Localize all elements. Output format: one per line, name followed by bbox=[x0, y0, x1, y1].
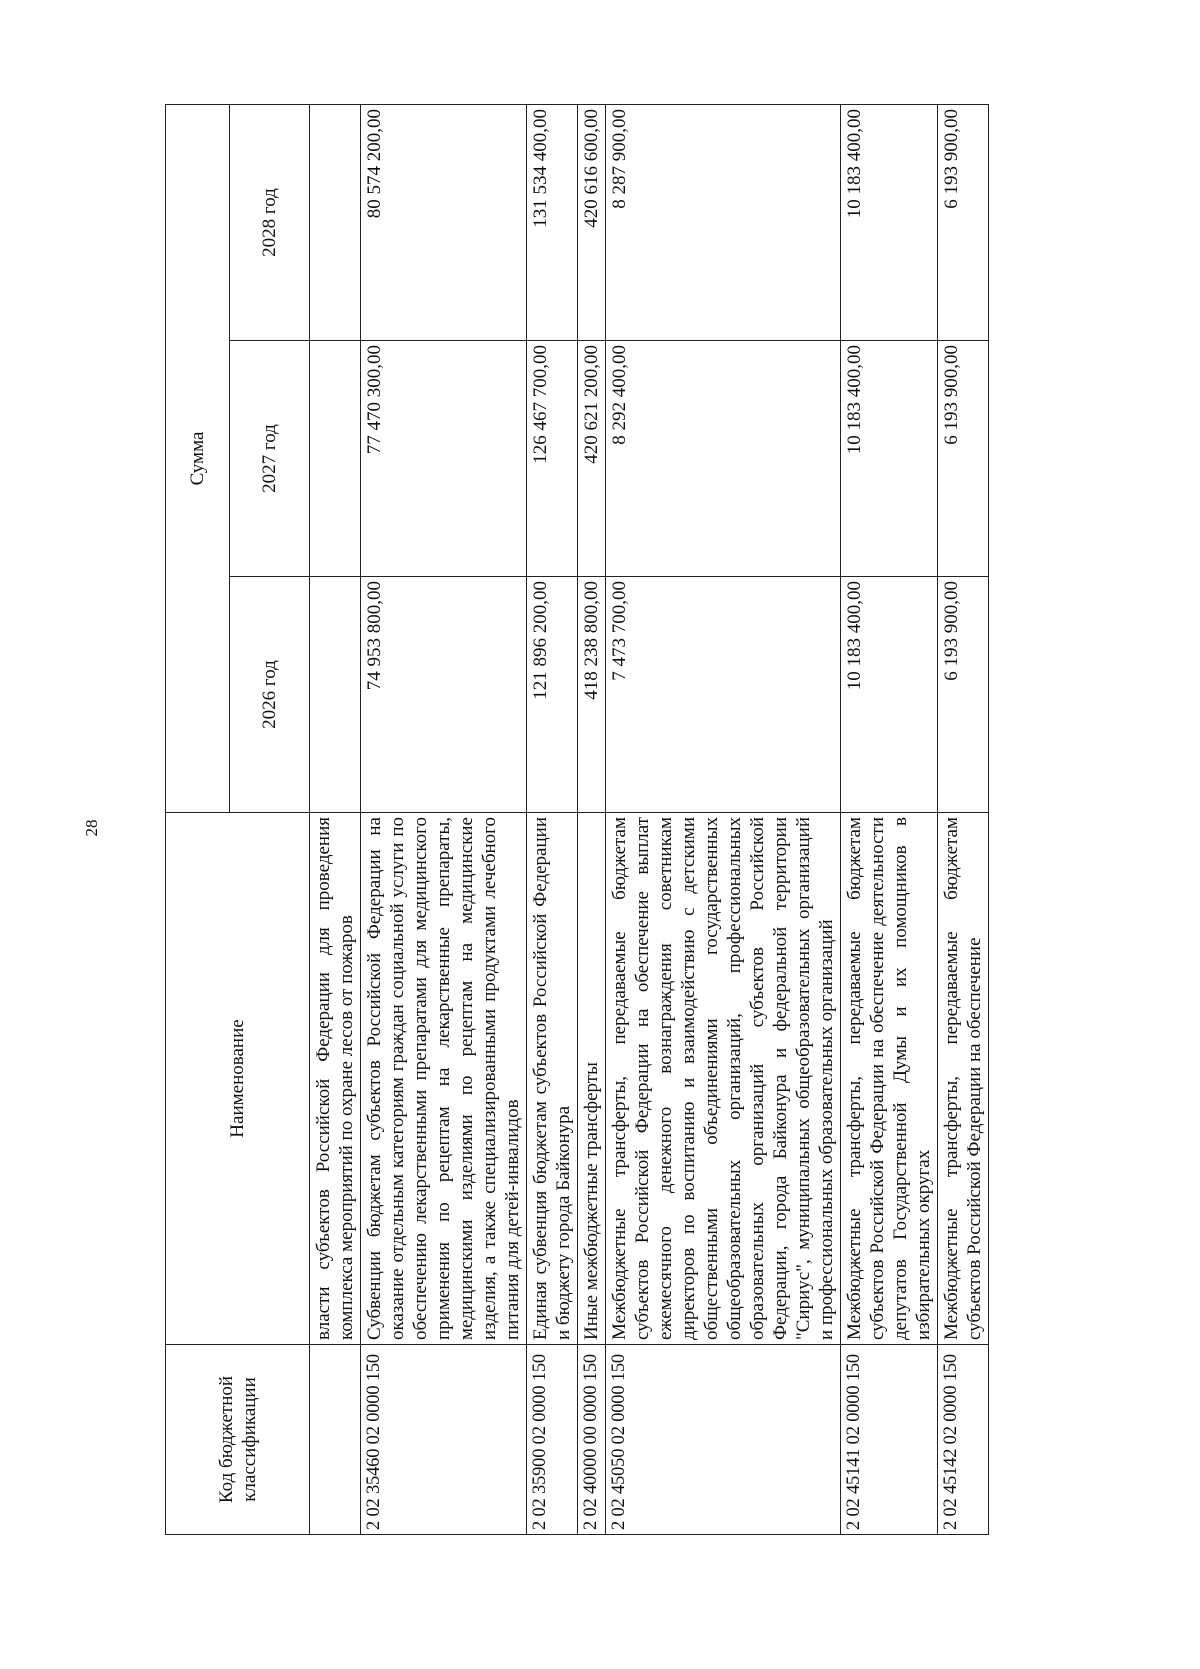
row-name: Межбюджетные трансферты, передаваемые бюджетам субъектов Российской Федерации на обеспечение деятельности депутатов Государственной Думы и их помощников в избирательных округах bbox=[841, 813, 938, 1345]
row-value-2026: 7 473 700,00 bbox=[606, 577, 841, 813]
row-name: Субвенции бюджетам субъектов Российской Федерации на оказание отдельным категориям граждан социальной услуги по обеспечению лекарственными препаратами для медицинского применения по рецептам на лекарственные препараты, медицинскими изделиями по рецептам на медицинские изделия, а также специализированными продуктами лечебного питания для детей-инвалидов bbox=[361, 813, 527, 1345]
table-row bbox=[938, 105, 989, 1535]
table-body bbox=[310, 105, 989, 1535]
row-code: 2 02 35460 02 0000 150 bbox=[361, 1345, 527, 1535]
row-code bbox=[310, 1345, 361, 1535]
row-value-2027: 8 292 400,00 bbox=[606, 341, 841, 577]
row-value-2026 bbox=[310, 577, 361, 813]
row-name: Единая субвенция бюджетам субъектов Российской Федерации и бюджету города Байконура bbox=[527, 813, 578, 1345]
row-value-2028: 6 193 900,00 bbox=[938, 105, 989, 341]
row-code: 2 02 35900 02 0000 150 bbox=[527, 1345, 578, 1535]
row-value-2028 bbox=[310, 105, 361, 341]
table-row bbox=[527, 105, 578, 1535]
header-year-2028: 2028 год bbox=[230, 105, 310, 341]
budget-table bbox=[165, 104, 989, 1535]
header-code: Код бюджетной классификации bbox=[166, 1345, 310, 1535]
row-value-2027: 10 183 400,00 bbox=[841, 341, 938, 577]
header-name: Наименование bbox=[166, 813, 310, 1345]
row-value-2028: 80 574 200,00 bbox=[361, 105, 527, 341]
row-name: Межбюджетные трансферты, передаваемые бюджетам субъектов Российской Федерации на обеспечение выплат ежемесячного денежного вознаграждения советникам директоров по воспитанию и взаимодействию с детскими общественными объединениями государственных общеобразовательных организаций, профессиональных образовательных организаций субъектов Российской Федерации, города Байконура и федеральной территории "Сириус", муниципальных общеобразовательных организаций и профессиональных образовательных организаций bbox=[606, 813, 841, 1345]
row-value-2028: 420 616 600,00 bbox=[578, 105, 606, 341]
row-name: власти субъектов Российской Федерации для проведения комплекса мероприятий по охране лесов от пожаров bbox=[310, 813, 361, 1345]
table-row bbox=[841, 105, 938, 1535]
row-code: 2 02 45050 02 0000 150 bbox=[606, 1345, 841, 1535]
header-year-2027: 2027 год bbox=[230, 341, 310, 577]
header-sum: Сумма bbox=[166, 105, 230, 813]
row-code: 2 02 40000 00 0000 150 bbox=[578, 1345, 606, 1535]
row-value-2026: 74 953 800,00 bbox=[361, 577, 527, 813]
header-row-1 bbox=[166, 105, 230, 1535]
row-value-2027 bbox=[310, 341, 361, 577]
row-value-2027: 126 467 700,00 bbox=[527, 341, 578, 577]
row-name: Межбюджетные трансферты, передаваемые бюджетам субъектов Российской Федерации на обеспечение bbox=[938, 813, 989, 1345]
table-row bbox=[578, 105, 606, 1535]
row-value-2027: 77 470 300,00 bbox=[361, 341, 527, 577]
row-value-2027: 420 621 200,00 bbox=[578, 341, 606, 577]
row-value-2027: 6 193 900,00 bbox=[938, 341, 989, 577]
table-row bbox=[310, 105, 361, 1535]
table-row bbox=[361, 105, 527, 1535]
row-code: 2 02 45142 02 0000 150 bbox=[938, 1345, 989, 1535]
row-value-2026: 10 183 400,00 bbox=[841, 577, 938, 813]
rotated-table-container bbox=[165, 105, 1045, 1535]
row-value-2028: 10 183 400,00 bbox=[841, 105, 938, 341]
table-row bbox=[606, 105, 841, 1535]
row-value-2026: 121 896 200,00 bbox=[527, 577, 578, 813]
page-number: 28 bbox=[82, 819, 101, 837]
row-value-2026: 6 193 900,00 bbox=[938, 577, 989, 813]
row-value-2028: 131 534 400,00 bbox=[527, 105, 578, 341]
row-name: Иные межбюджетные трансферты bbox=[578, 813, 606, 1345]
row-code: 2 02 45141 02 0000 150 bbox=[841, 1345, 938, 1535]
row-value-2028: 8 287 900,00 bbox=[606, 105, 841, 341]
row-value-2026: 418 238 800,00 bbox=[578, 577, 606, 813]
header-year-2026: 2026 год bbox=[230, 577, 310, 813]
